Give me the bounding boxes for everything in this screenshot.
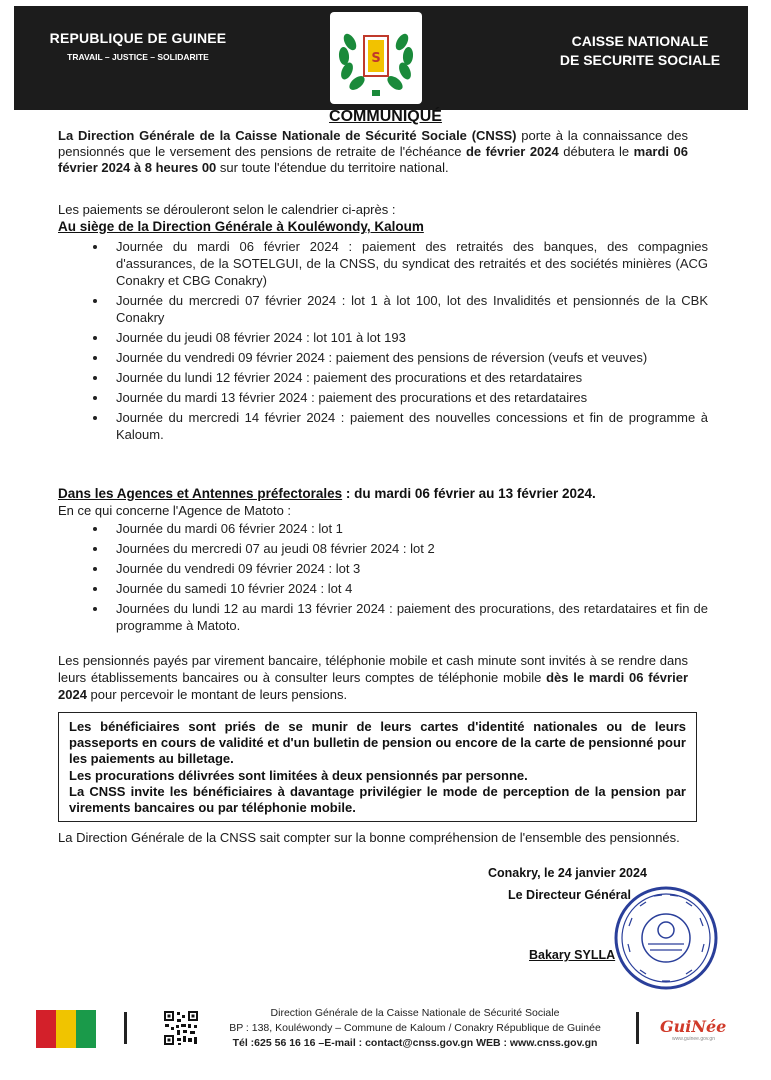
intro-text-b: débutera le [558, 144, 634, 159]
signatory-role: Le Directeur Général [508, 888, 631, 902]
kaloum-schedule-list [86, 238, 708, 446]
footer-org: Direction Générale de la Caisse Nationale de Sécurité Sociale [270, 1007, 560, 1019]
footer-contacts: Tél :625 56 16 16 –E-mail : contact@cnss.gov.gn WEB : www.cnss.gov.gn [232, 1037, 598, 1049]
guinee-brand-logo: GuiNée [660, 1017, 727, 1036]
qr-code-icon [163, 1010, 199, 1046]
footer-address: BP : 138, Kouléwondy – Commune de Kaloum / Conakry République de Guinée [229, 1022, 601, 1034]
letterhead-banner [14, 6, 748, 110]
list-item: • Journées du lundi 12 au mardi 13 février 2024 : paiement des procurations, des retardataires et fin de programme à Matoto. [108, 600, 708, 634]
guinea-flag-icon [36, 1010, 96, 1048]
guinee-brand-url: www.guinee.gov.gn [672, 1036, 715, 1042]
list-item: • Journée du mardi 06 février 2024 : paiement des retraités des banques, des compagnies d'assurances, de la SOTELGUI, de la CNSS, du syndicat des retraités et des sociétés minières (ACG Conakry et CBG Conakry) [108, 238, 708, 289]
cnss-title-line2: DE SECURITE SOCIALE [559, 52, 721, 68]
list-item: • Journée du mercredi 14 février 2024 : paiement des nouvelles concessions et fin de programme à Kaloum. [108, 409, 708, 443]
transfer-paragraph [58, 652, 688, 703]
notice-preference: La CNSS invite les bénéficiaires à davantage privilégier le mode de perception de la pension par virements bancaires ou par téléphonie mobile. [69, 783, 686, 816]
intro-org: La Direction Générale de la Caisse Nationale de Sécurité Sociale (CNSS) [58, 128, 517, 143]
page-title: COMMUNIQUÉ [329, 108, 442, 125]
intro-text-c: sur toute l'étendue du territoire national. [216, 160, 449, 175]
list-item: • Journée du jeudi 08 février 2024 : lot 101 à lot 193 [108, 329, 708, 346]
intro-text-a: porte à la connaissance des pensionnés que le versement des pensions de retraite de l'échéance [58, 128, 688, 159]
republic-title: REPUBLIQUE DE GUINEE [49, 30, 227, 46]
republic-motto: TRAVAIL – JUSTICE – SOLIDARITE [67, 52, 209, 62]
calendar-intro: Les paiements se dérouleront selon le calendrier ci-après : [58, 202, 396, 217]
list-item: • Journée du mercredi 07 février 2024 : lot 1 à lot 100, lot des Invalidités et pensionnés de la CBK Conakry [108, 292, 708, 326]
notice-box [58, 712, 697, 822]
cnss-title-line1: CAISSE NATIONALE [571, 33, 709, 49]
signatory-name: Bakary SYLLA [529, 948, 616, 962]
matoto-subheading: En ce qui concerne l'Agence de Matoto : [58, 503, 292, 518]
list-item: • Journée du samedi 10 février 2024 : lot 4 [108, 580, 708, 597]
place-date: Conakry, le 24 janvier 2024 [488, 866, 647, 880]
list-item: • Journée du vendredi 09 février 2024 : paiement des pensions de réversion (veufs et veuves) [108, 349, 708, 366]
intro-start-date: mardi 06 février 2024 à 8 heures 00 [58, 144, 688, 175]
list-item: • Journée du lundi 12 février 2024 : paiement des procurations et des retardataires [108, 369, 708, 386]
agencies-dates: : du mardi 06 février au 13 février 2024. [342, 486, 596, 501]
list-item: • Journée du mardi 13 février 2024 : paiement des procurations et des retardataires [108, 389, 708, 406]
section-heading-agencies [58, 486, 596, 501]
republic-block [14, 30, 262, 62]
cnss-logo [330, 12, 422, 104]
transfer-date: dès le mardi 06 février 2024 [58, 670, 688, 702]
transfer-text-a: Les pensionnés payés par virement bancaire, téléphonie mobile et cash minute sont invités à se rendre dans leurs établissements bancaires ou à consulter leurs comptes de téléphonie mobile [58, 653, 688, 685]
footer-divider-right [636, 1012, 639, 1044]
closing-paragraph: La Direction Générale de la CNSS sait compter sur la bonne compréhension de l'ensemble des pensionnés. [58, 830, 680, 845]
notice-documents: Les bénéficiaires sont priés de se munir de leurs cartes d'identité nationales ou de leurs passeports en cours de validité et d'un bulletin de pension ou encore de la carte de pensionné pour les paiements au billetage. [69, 719, 686, 767]
footer-divider-left [124, 1012, 127, 1044]
cnss-logo-icon [330, 12, 422, 104]
svg-text:S: S [371, 51, 381, 66]
intro-paragraph [58, 128, 688, 176]
official-stamp-icon [612, 884, 720, 992]
transfer-text-b: pour percevoir le montant de leurs pensions. [86, 687, 348, 702]
footer-contact-block [210, 1006, 620, 1051]
matoto-schedule-list [86, 520, 708, 637]
intro-month: de février 2024 [465, 144, 559, 159]
agencies-heading: Dans les Agences et Antennes préfectorales [58, 486, 343, 501]
section-heading-kaloum: Au siège de la Direction Générale à Kouléwondy, Kaloum [58, 219, 424, 234]
list-item: • Journées du mercredi 07 au jeudi 08 février 2024 : lot 2 [108, 540, 708, 557]
list-item: • Journée du mardi 06 février 2024 : lot 1 [108, 520, 708, 537]
list-item: • Journée du vendredi 09 février 2024 : lot 3 [108, 560, 708, 577]
cnss-title-block [532, 32, 748, 70]
notice-proxies: Les procurations délivrées sont limitées à deux pensionnés par personne. [69, 767, 528, 783]
